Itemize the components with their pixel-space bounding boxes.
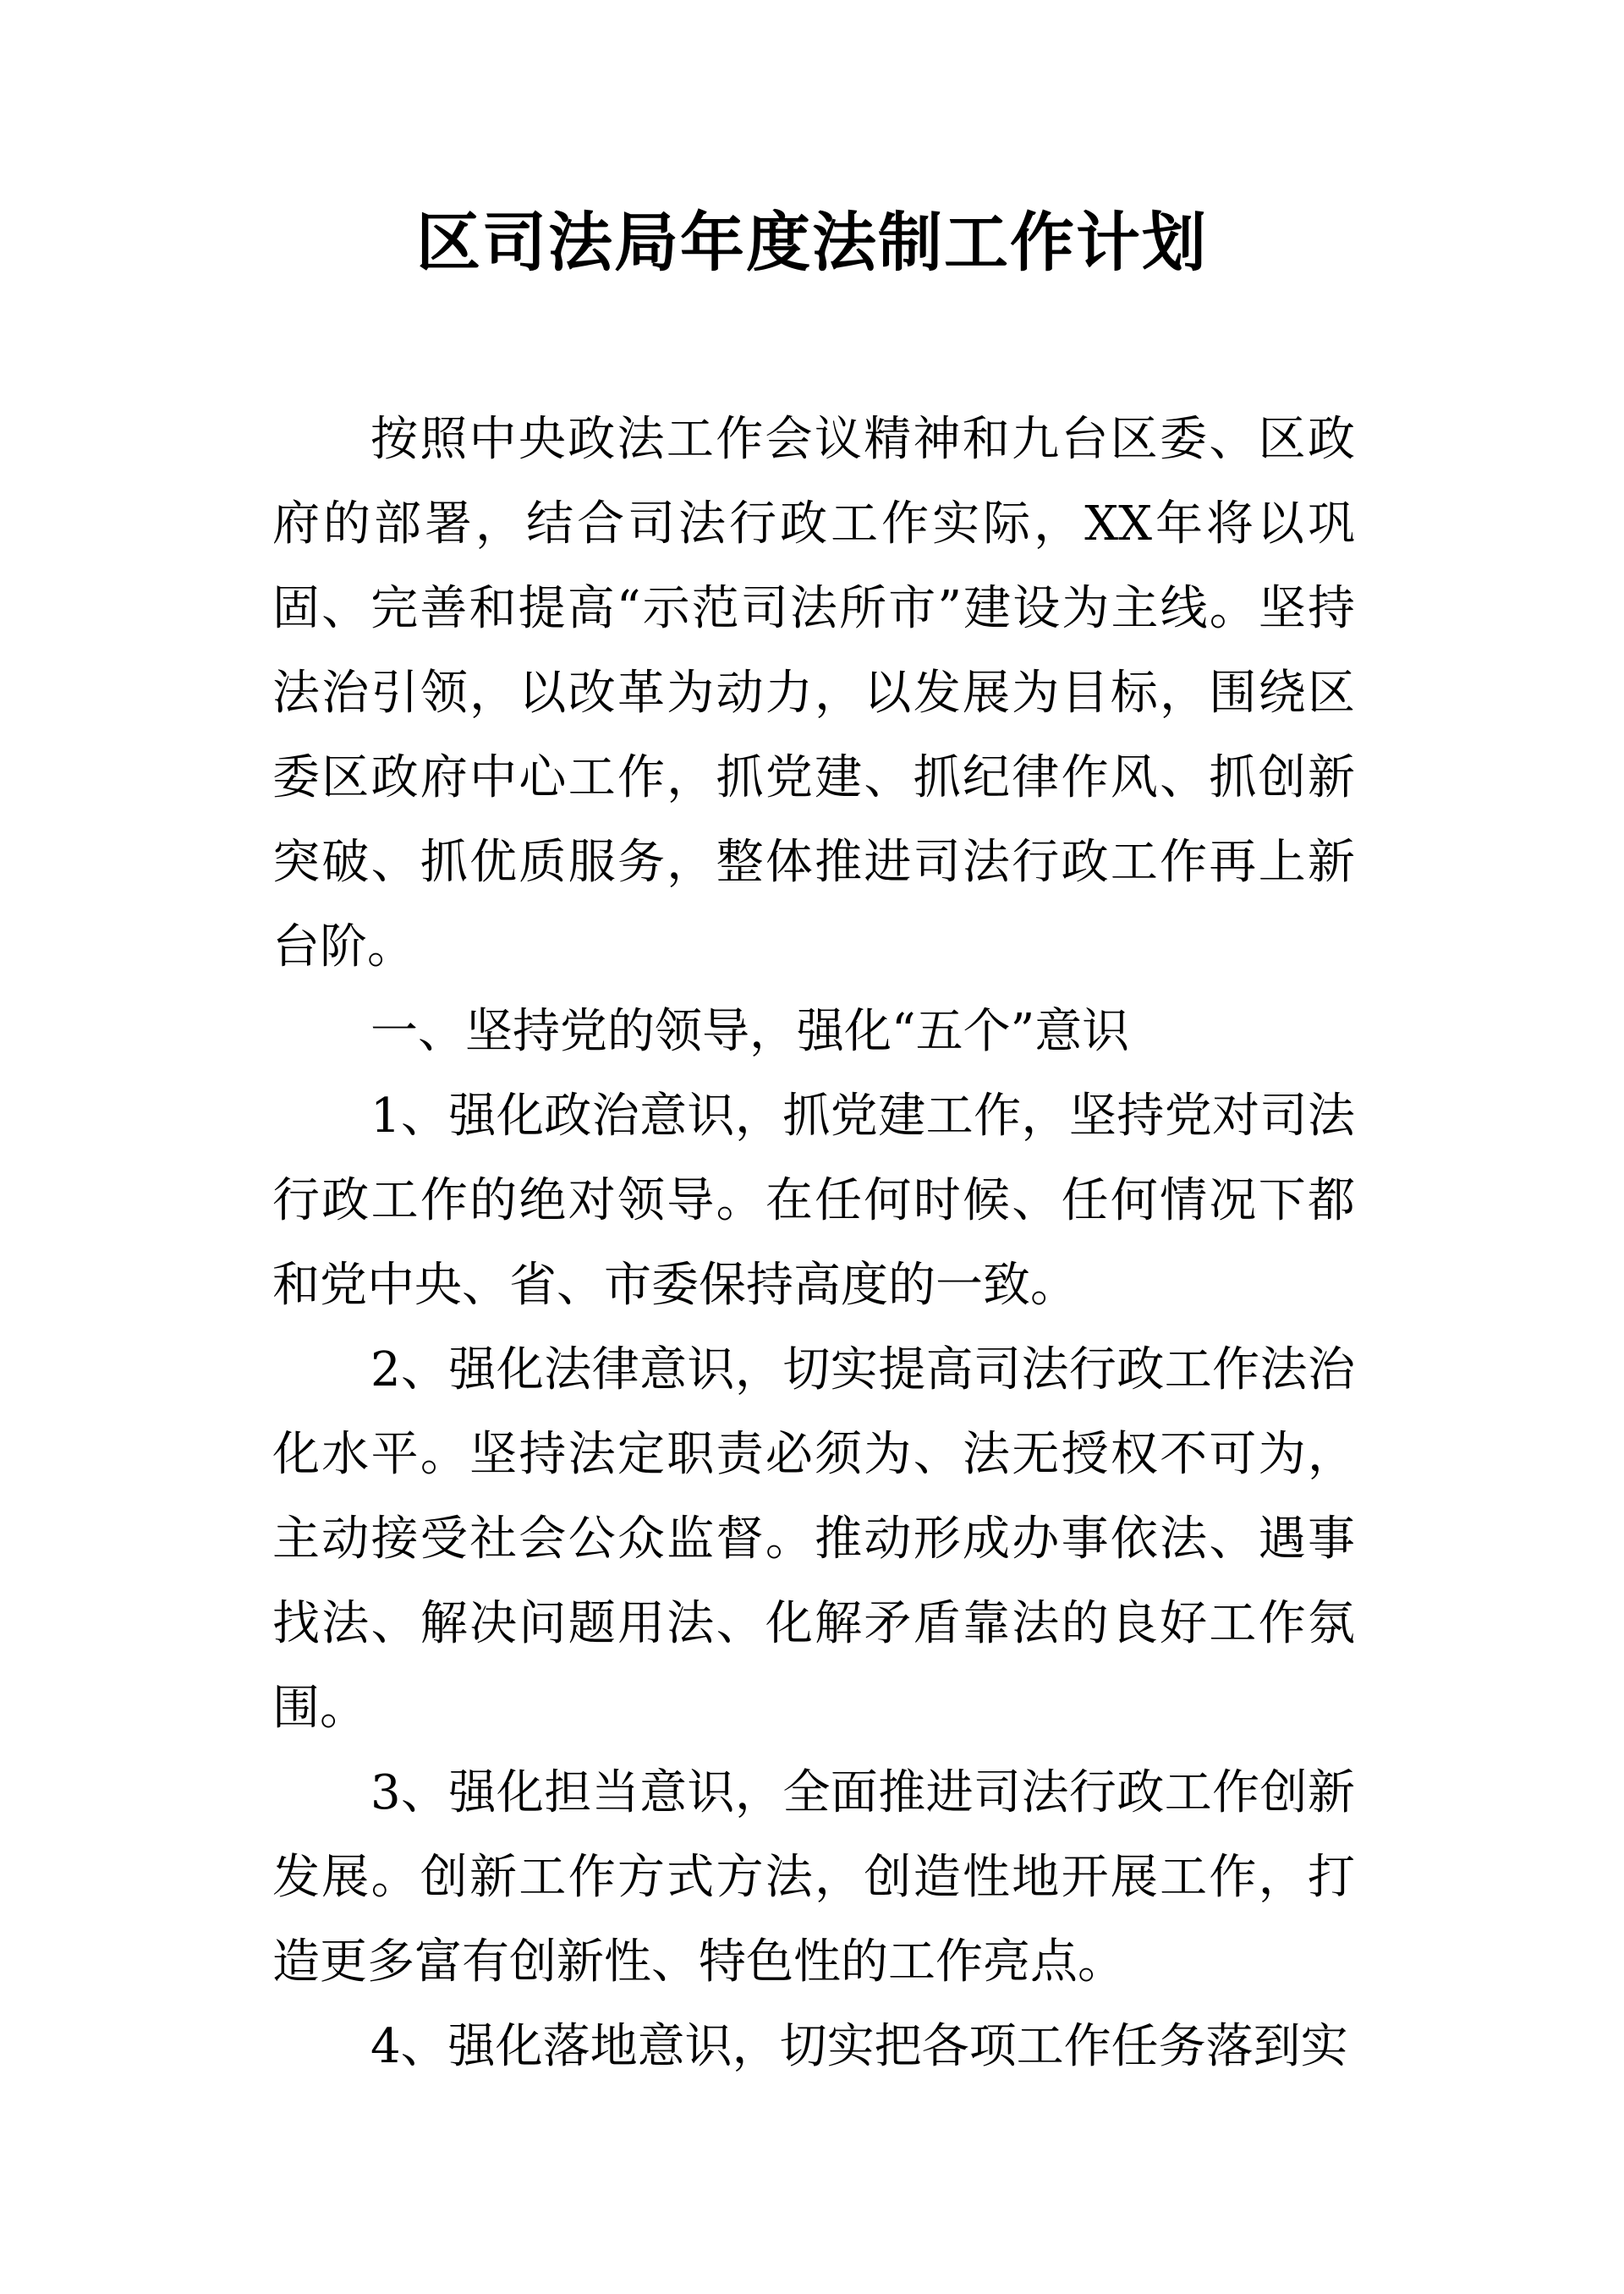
paragraph-item-2: 2、强化法律意识，切实提高司法行政工作法治化水平。坚持法定职责必须为、法无授权不可为，主动接受社会公众监督。推动形成办事依法、遇事找法、解决问题用法、化解矛盾靠法的良好工作氛围。 xyxy=(272,1342,1355,1736)
paragraph-item-4: 4、强化落地意识，切实把各项工作任务落到实 xyxy=(370,2019,1348,2074)
paragraph-item-3: 3、强化担当意识，全面推进司法行政工作创新发展。创新工作方式方法，创造性地开展工作，打造更多富有创新性、特色性的工作亮点。 xyxy=(272,1765,1355,1989)
paragraph-item-1: 1、强化政治意识，抓党建工作，坚持党对司法行政工作的绝对领导。在任何时候、任何情况下都和党中央、省、市委保持高度的一致。 xyxy=(272,1089,1355,1313)
document-body xyxy=(272,398,1355,2089)
section-heading-1: 一、坚持党的领导，强化“五个”意识 xyxy=(370,1004,1130,1059)
document-title: 区司法局年度法制工作计划 xyxy=(416,205,1208,280)
intro-paragraph: 按照中央政法工作会议精神和九台区委、区政府的部署，结合司法行政工作实际，XX年将以巩固、完善和提高“示范司法所市”建设为主线。坚持法治引领，以改革为动力，以发展为目标，围绕区委区政府中心工作，抓党建、抓纪律作风、抓创新突破、抓优质服务，整体推进司法行政工作再上新台阶。 xyxy=(272,412,1355,974)
